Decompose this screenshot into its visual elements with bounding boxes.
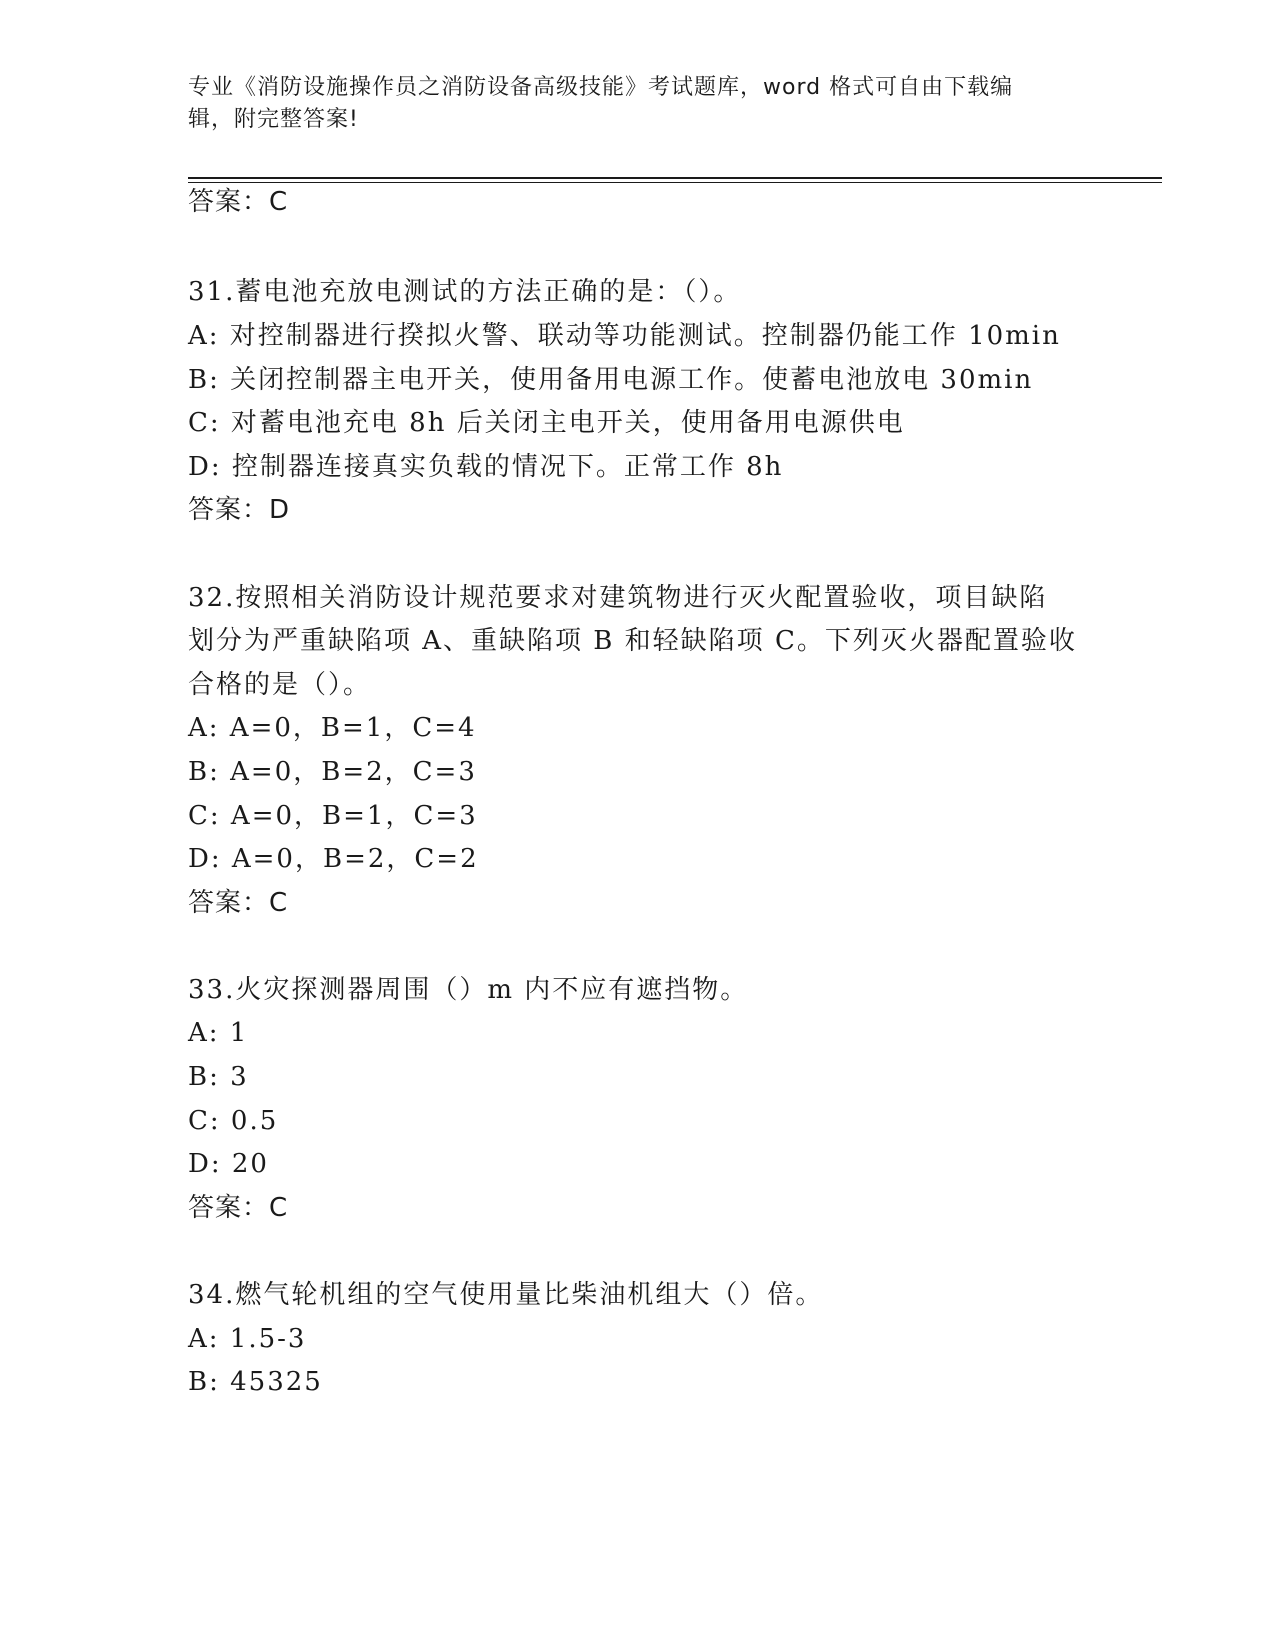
header-line-1: 专业《消防设施操作员之消防设备高级技能》考试题库，word 格式可自由下载编	[188, 75, 1014, 100]
q32-option-b: B: A=0，B=2，C=3	[188, 757, 477, 787]
q32-option-a: A: A=0，B=1，C=4	[188, 713, 477, 743]
q32-question-line-2: 划分为严重缺陷项 A、重缺陷项 B 和轻缺陷项 C。下列灭火器配置验收	[188, 626, 1077, 656]
q34-option-a: A: 1.5-3	[188, 1324, 307, 1354]
q32-option-c: C: A=0，B=1，C=3	[188, 801, 478, 831]
q31-option-d: D: 控制器连接真实负载的情况下。正常工作 8h	[188, 452, 784, 482]
q33-option-b: B: 3	[188, 1062, 249, 1092]
q31-answer: 答案：D	[188, 495, 291, 525]
q33-answer: 答案：C	[188, 1193, 289, 1223]
q31-question: 31.蓄电池充放电测试的方法正确的是：（）。	[188, 277, 742, 307]
q34-question: 34.燃气轮机组的空气使用量比柴油机组大（）倍。	[188, 1280, 824, 1310]
q33-question: 33.火灾探测器周围（）m 内不应有遮挡物。	[188, 975, 749, 1005]
q34-option-b: B: 45325	[188, 1367, 323, 1397]
q31-option-c: C: 对蓄电池充电 8h 后关闭主电开关，使用备用电源供电	[188, 408, 905, 438]
q32-answer: 答案：C	[188, 888, 289, 918]
header-divider-thick	[188, 177, 1162, 179]
q33-option-c: C: 0.5	[188, 1106, 279, 1136]
document-header	[188, 72, 1068, 136]
q31-option-a: A: 对控制器进行揆拟火警、联动等功能测试。控制器仍能工作 10min	[188, 321, 1061, 351]
q32-question-line-1: 32.按照相关消防设计规范要求对建筑物进行灭火配置验收，项目缺陷	[188, 583, 1048, 613]
prev-answer: 答案：C	[188, 187, 289, 217]
header-line-2: 辑，附完整答案!	[188, 107, 359, 132]
q31-option-b: B: 关闭控制器主电开关，使用备用电源工作。使蓄电池放电 30min	[188, 365, 1034, 395]
q33-option-d: D: 20	[188, 1149, 269, 1179]
q32-question-line-3: 合格的是（）。	[188, 670, 372, 700]
q32-option-d: D: A=0，B=2，C=2	[188, 844, 479, 874]
header-divider-thin	[188, 182, 1162, 183]
q33-option-a: A: 1	[188, 1018, 249, 1048]
